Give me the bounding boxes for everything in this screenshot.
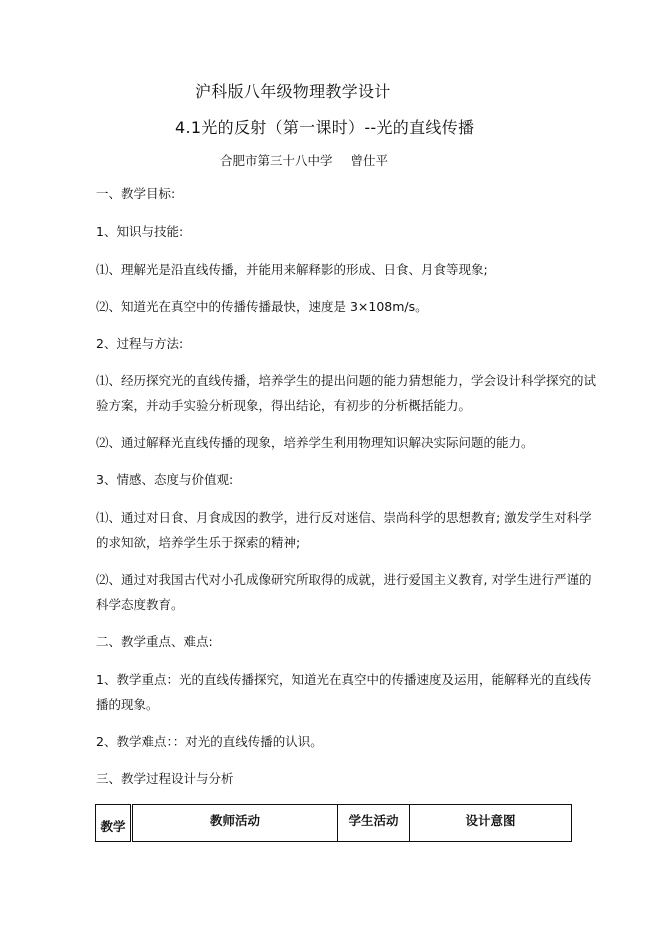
paragraph-knowledge-2: ⑵、知道光在真空中的传播传播最快，速度是 3×108m/s。 <box>96 299 428 314</box>
paragraph-process-2: ⑵、通过解释光直线传播的现象，培养学生利用物理知识解决实际问题的能力。 <box>96 435 534 450</box>
subheading-process: 2、过程与方法: <box>96 336 184 351</box>
paragraph-attitude-2-line1: ⑵、通过对我国古代对小孔成像研究所取得的成就，进行爱国主义教育, 对学生进行严谨的 <box>96 572 592 587</box>
paragraph-process-1-line2: 验方案，并动手实验分析现象，得出结论，有初步的分析概括能力。 <box>96 398 472 413</box>
paragraph-attitude-2-line2: 科学态度教育。 <box>96 597 184 612</box>
section-heading-keypoints: 二、教学重点、难点: <box>96 634 213 649</box>
lesson-plan-table <box>95 804 572 842</box>
paragraph-keypoint-line2: 播的现象。 <box>96 697 159 712</box>
table-header-cell: 教学 <box>96 805 132 842</box>
paragraph-attitude-1-line1: ⑴、通过对日食、月食成因的教学，进行反对迷信、崇尚科学的思想教育; 激发学生对科学 <box>96 510 592 525</box>
document-title: 沪科版八年级物理教学设计 <box>195 82 391 101</box>
paragraph-attitude-1-line2: 的求知欲，培养学生乐于探索的精神; <box>96 535 301 550</box>
subheading-knowledge: 1、知识与技能: <box>96 224 184 239</box>
section-heading-process-design: 三、教学过程设计与分析 <box>96 771 234 786</box>
subheading-attitude: 3、情感、态度与价值观: <box>96 472 234 487</box>
table-header-cell: 设计意图 <box>410 805 572 842</box>
paragraph-knowledge-1: ⑴、理解光是沿直线传播，并能用来解释影的形成、日食、月食等现象; <box>96 262 488 277</box>
paragraph-keypoint-line1: 1、教学重点：光的直线传播探究，知道光在真空中的传播速度及运用，能解释光的直线传 <box>96 672 592 687</box>
document-subtitle: 4.1光的反射（第一课时）--光的直线传播 <box>175 118 475 137</box>
paragraph-difficulty: 2、教学难点：：对光的直线传播的认识。 <box>96 734 323 749</box>
table-header-row <box>96 805 572 842</box>
table-header-cell: 学生活动 <box>338 805 410 842</box>
paragraph-process-1-line1: ⑴、经历探究光的直线传播，培养学生的提出问题的能力猜想能力，学会设计科学探究的试 <box>96 373 597 388</box>
school-name: 合肥市第三十八中学 <box>220 153 333 168</box>
author-name: 曾仕平 <box>350 153 389 168</box>
section-heading-objectives: 一、教学目标: <box>96 186 176 201</box>
table-header-cell: 教师活动 <box>132 805 338 842</box>
author-line <box>220 153 388 169</box>
